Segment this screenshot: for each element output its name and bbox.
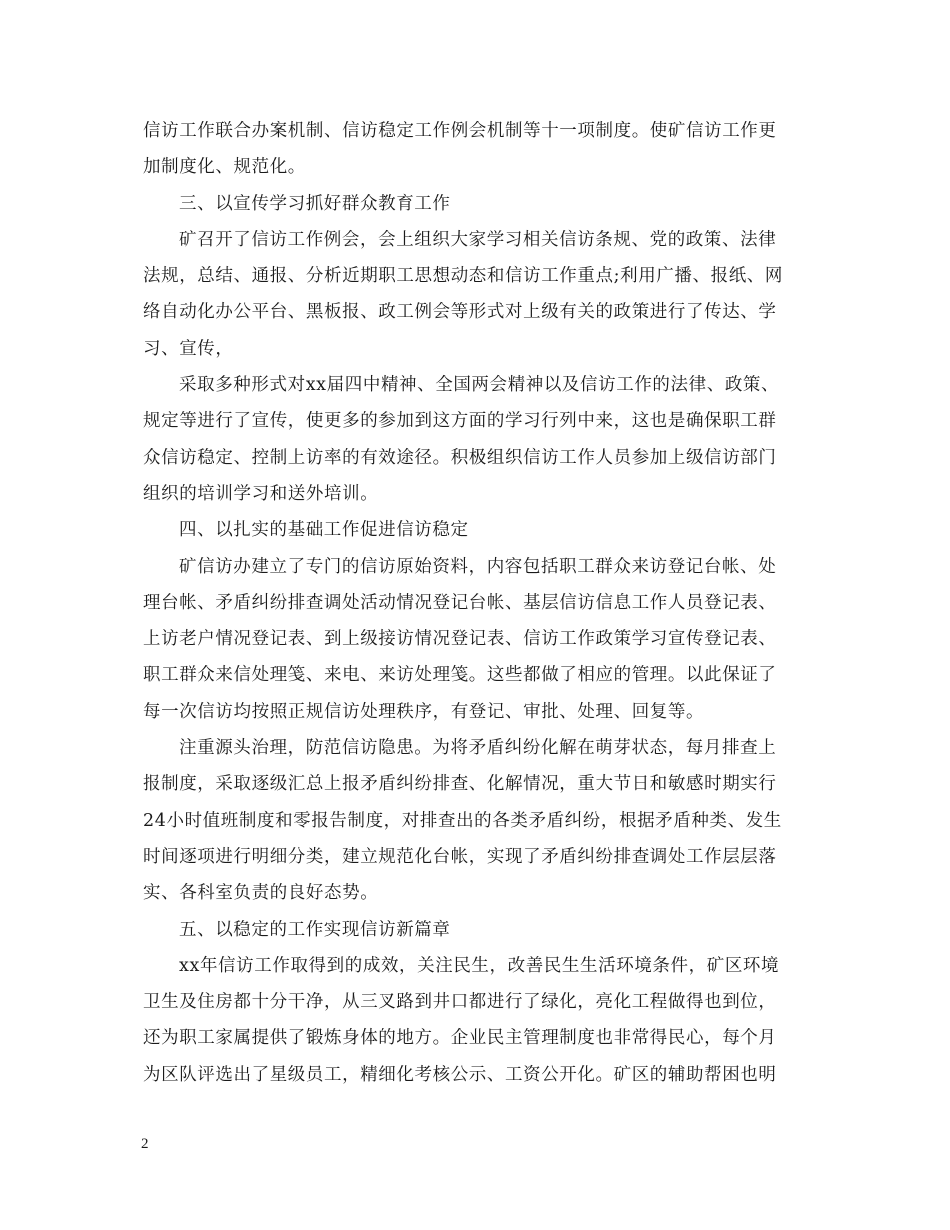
page-number: 2: [141, 1136, 149, 1152]
body-text-line: 法规，总结、通报、分析近期职工思想动态和信访工作重点;利用广播、报纸、网: [143, 266, 783, 287]
body-text-line: 矿召开了信访工作例会，会上组织大家学习相关信访条规、党的政策、法律: [179, 229, 777, 250]
body-text-line: 实、各科室负责的良好态势。: [143, 883, 379, 904]
body-text-line: 采取多种形式对xx届四中精神、全国两会精神以及信访工作的法律、政策、: [179, 375, 780, 396]
body-text-line: 组织的培训学习和送外培训。: [143, 483, 379, 504]
body-text-line: 为区队评选出了星级员工，精细化考核公示、工资公开化。矿区的辅助帮困也明: [143, 1064, 777, 1085]
body-text-line: 理台帐、矛盾纠纷排查调处活动情况登记台帐、基层信访信息工作人员登记表、: [143, 592, 777, 613]
body-text-line: 24小时值班制度和零报告制度，对排查出的各类矛盾纠纷，根据矛盾种类、发生: [143, 810, 782, 831]
body-text-line: 矿信访办建立了专门的信访原始资料，内容包括职工群众来访登记台帐、处: [179, 556, 777, 577]
body-text-line: 卫生及住房都十分干净，从三叉路到井口都进行了绿化，亮化工程做得也到位，: [143, 992, 777, 1013]
body-text-line: 注重源头治理，防范信访隐患。为将矛盾纠纷化解在萌芽状态，每月排查上: [179, 738, 777, 759]
body-text-line: 上访老户情况登记表、到上级接访情况登记表、信访工作政策学习宣传登记表、: [143, 629, 777, 650]
body-text-line: 络自动化办公平台、黑板报、政工例会等形式对上级有关的政策进行了传达、学: [143, 302, 777, 323]
body-text-line: 规定等进行了宣传，使更多的参加到这方面的学习行列中来，这也是确保职工群: [143, 411, 777, 432]
body-text-line: 还为职工家属提供了锻炼身体的地方。企业民主管理制度也非常得民心，每个月: [143, 1028, 777, 1049]
body-text-line: 加制度化、规范化。: [143, 157, 306, 178]
section-heading: 四、以扎实的基础工作促进信访稳定: [179, 520, 469, 541]
body-text-line: 众信访稳定、控制上访率的有效途径。积极组织信访工作人员参加上级信访部门: [143, 447, 777, 468]
body-text-line: 时间逐项进行明细分类，建立规范化台帐，实现了矛盾纠纷排查调处工作层层落: [143, 846, 777, 867]
body-text-line: 信访工作联合办案机制、信访稳定工作例会机制等十一项制度。使矿信访工作更: [143, 121, 777, 141]
body-text-line: 报制度，采取逐级汇总上报矛盾纠纷排查、化解情况，重大节日和敏感时期实行: [143, 774, 777, 795]
document-body: [143, 113, 806, 1093]
section-heading: 三、以宣传学习抓好群众教育工作: [179, 193, 451, 214]
section-heading: 五、以稳定的工作实现信访新篇章: [179, 919, 451, 940]
body-text-line: 每一次信访均按照正规信访处理秩序，有登记、审批、处理、回复等。: [143, 701, 705, 722]
body-text-line: 职工群众来信处理笺、来电、来访处理笺。这些都做了相应的管理。以此保证了: [143, 665, 777, 686]
body-text-line: 习、宣传，: [143, 338, 234, 359]
body-text-line: xx年信访工作取得到的成效，关注民生，改善民生生活环境条件，矿区环境: [179, 955, 780, 976]
